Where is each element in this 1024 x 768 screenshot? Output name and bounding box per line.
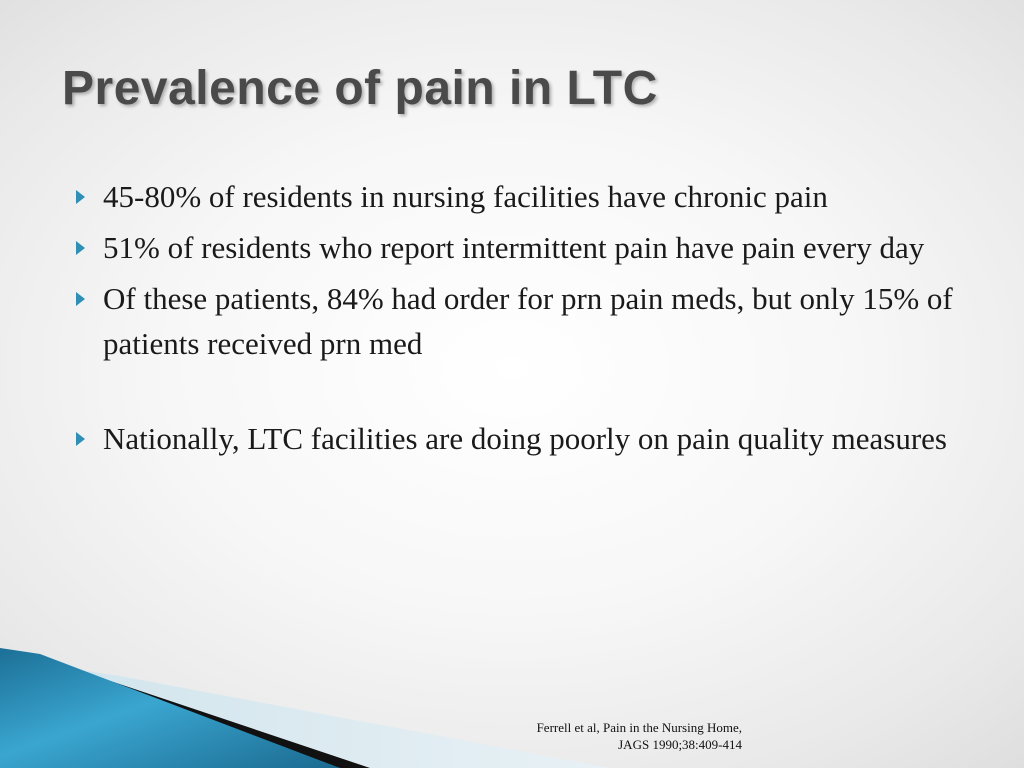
bullet-text: Nationally, LTC facilities are doing poorly on pain quality measures: [103, 421, 947, 456]
bullet-text: 51% of residents who report intermittent pain have pain every day: [103, 230, 925, 265]
triangle-bullet-icon: [76, 432, 85, 446]
bullet-text: Of these patients, 84% had order for prn pain meds, but only 15% of patients received prn med: [103, 281, 953, 361]
bullet-item: [70, 276, 975, 366]
slide-title: Prevalence of pain in LTC: [62, 62, 658, 115]
triangle-bullet-icon: [76, 241, 85, 255]
bullet-item: [70, 416, 975, 461]
triangle-bullet-icon: [76, 292, 85, 306]
decorative-corner-swoosh: [0, 640, 1024, 768]
triangle-bullet-icon: [76, 190, 85, 204]
bullet-item: [70, 174, 975, 219]
bullet-text: 45-80% of residents in nursing facilities have chronic pain: [103, 179, 828, 214]
citation-line-2: JAGS 1990;38:409-414: [618, 737, 742, 752]
citation-line-1: Ferrell et al, Pain in the Nursing Home,: [536, 720, 742, 735]
citation: [537, 719, 742, 753]
bullet-list: [70, 174, 975, 467]
bullet-item: [70, 225, 975, 270]
